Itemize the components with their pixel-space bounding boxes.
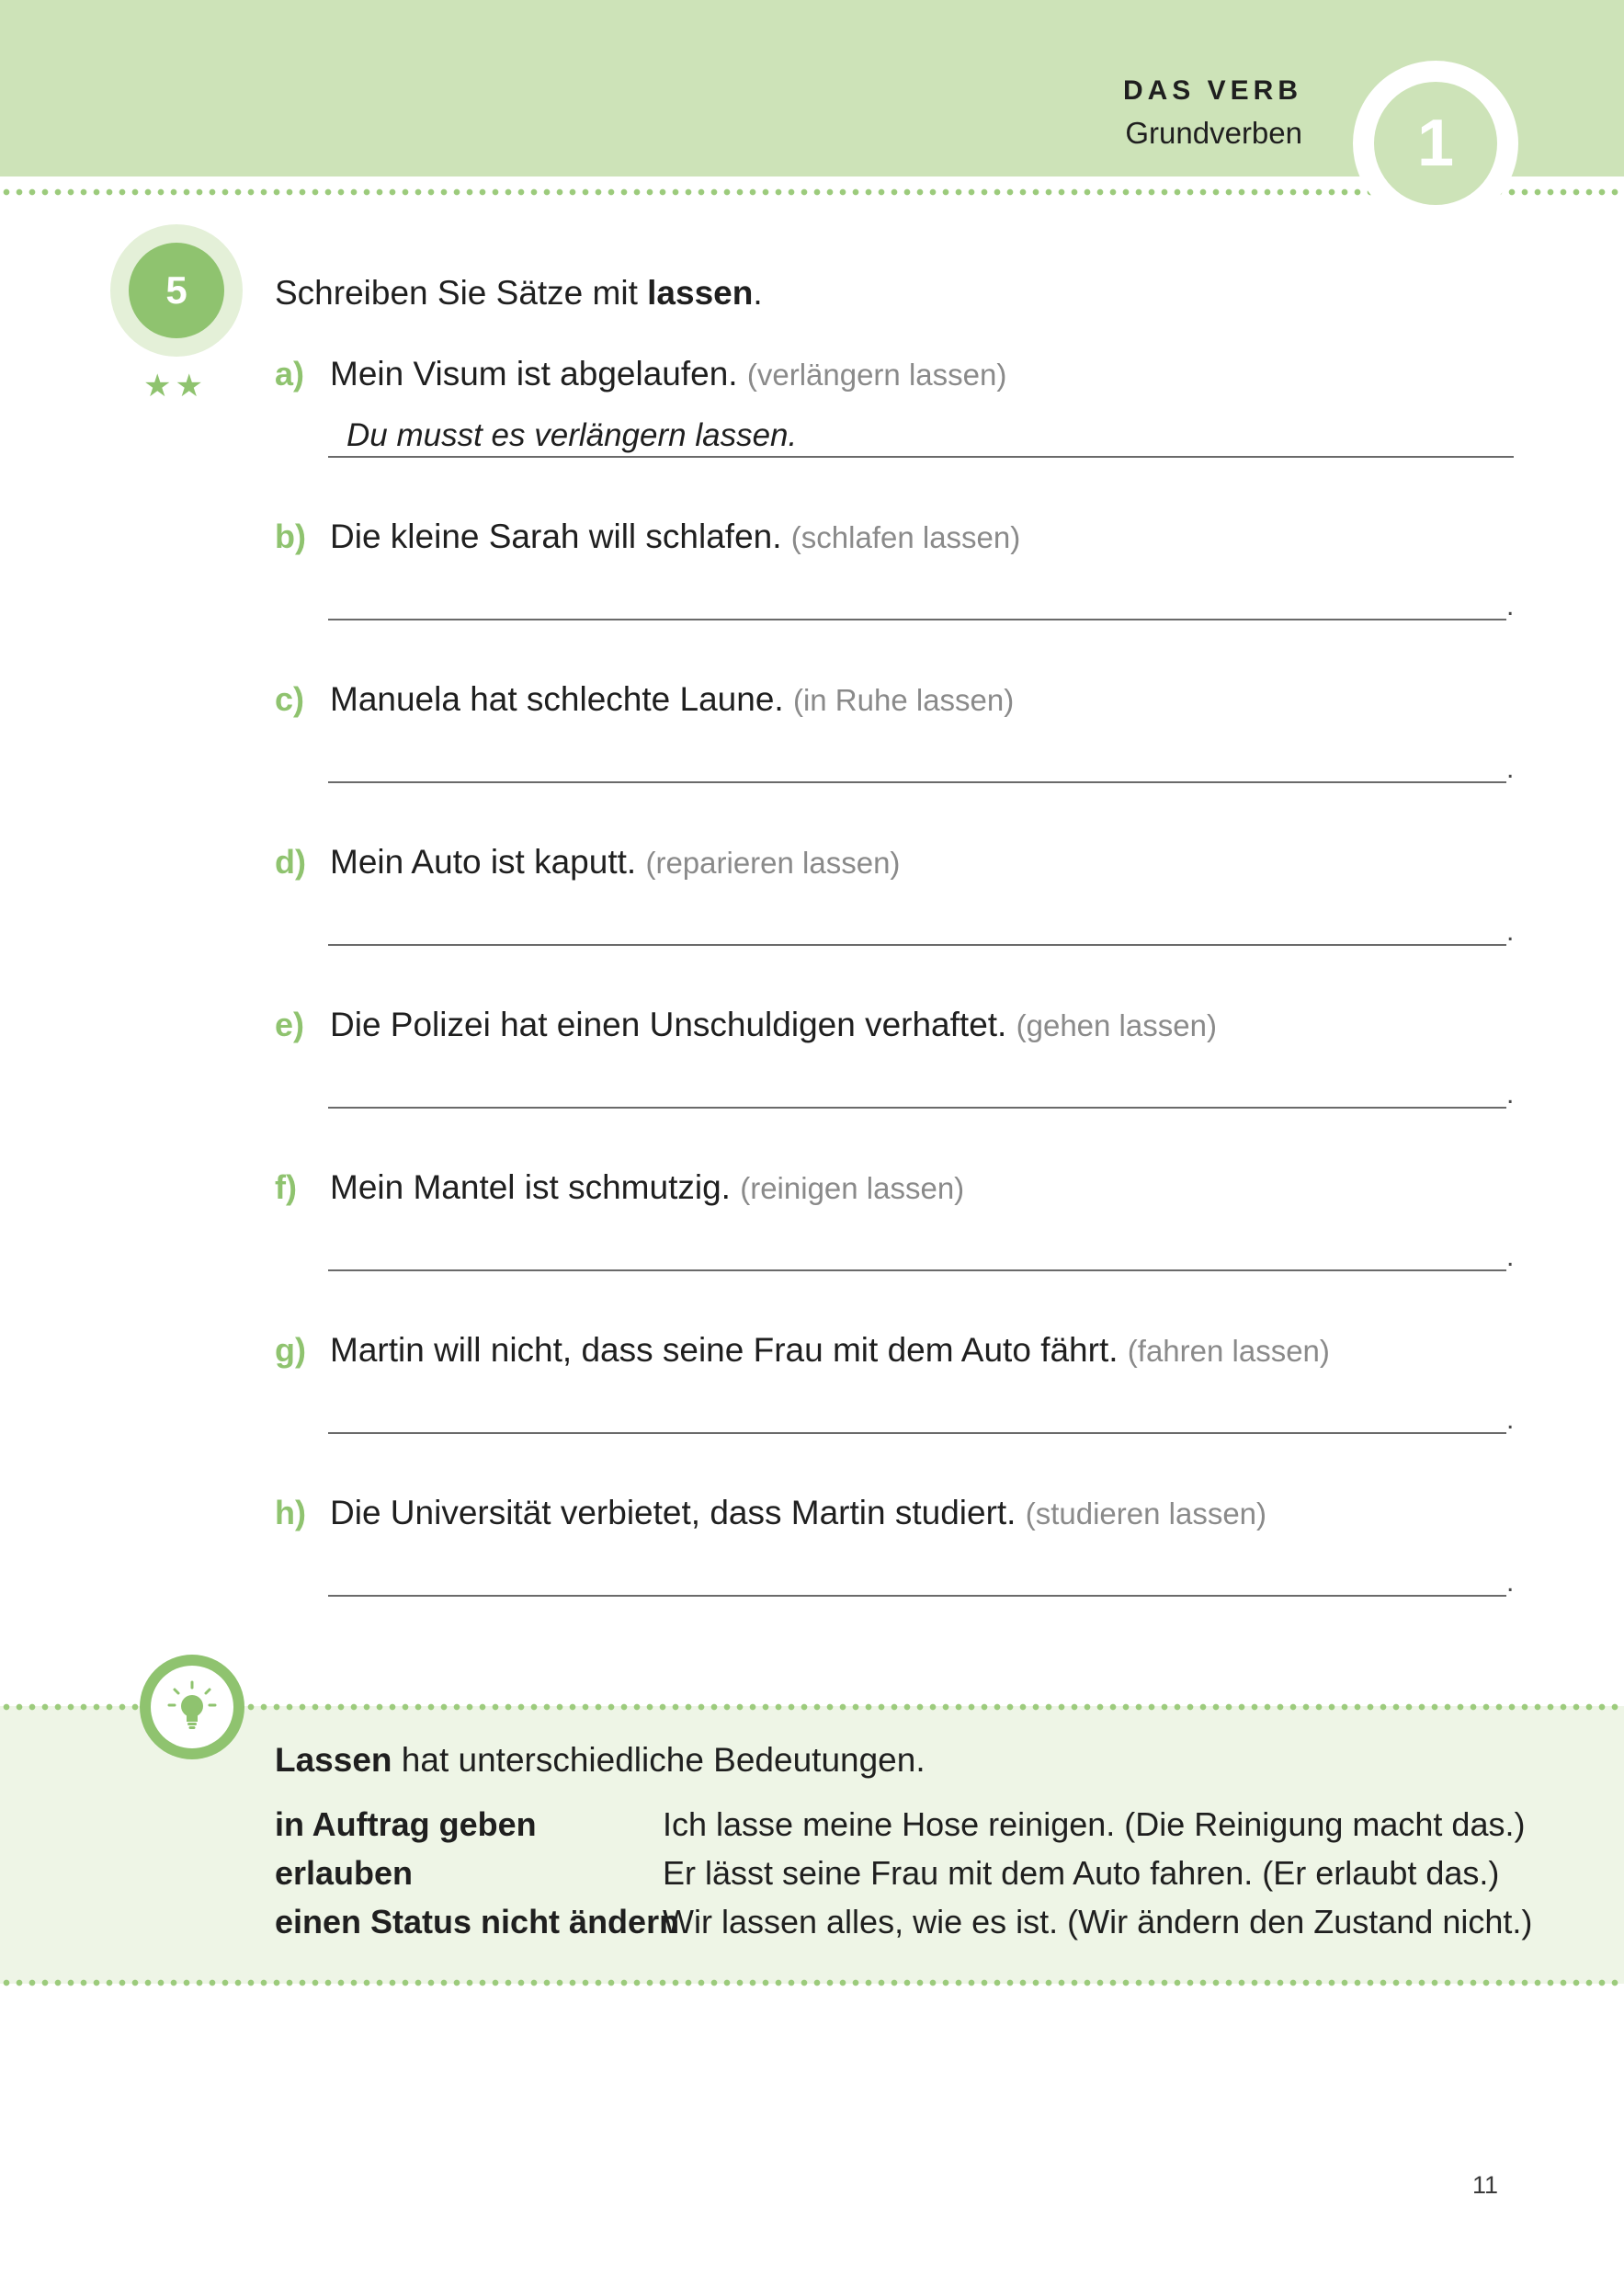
item-hint: (reinigen lassen) [740,1171,965,1205]
item-hint: (verlängern lassen) [746,358,1007,392]
tip-row [275,1903,1562,1949]
tip-example: Er lässt seine Frau mit dem Auto fahren. (Er erlaubt das.) [663,1854,1500,1892]
lightbulb-icon [151,1666,233,1748]
exercise-number-badge [129,243,224,338]
answer-line[interactable] [328,1107,1506,1109]
example-answer: Du musst es verlängern lassen. [346,417,798,453]
item-hint: (studieren lassen) [1025,1496,1267,1531]
tip-bottom-dotted-divider [0,1979,1624,1986]
item-sentence [330,843,900,882]
item-text: Die Universität verbietet, dass Martin studiert. [330,1494,1016,1531]
tip-intro [275,1741,926,1780]
answer-line[interactable] [328,944,1506,946]
instruction-prefix: Schreiben Sie Sätze mit [275,274,648,312]
item-letter: f) [275,1168,297,1206]
chapter-subtitle: Grundverben [1125,116,1302,150]
item-sentence [330,1494,1266,1532]
answer-line[interactable] [328,1595,1506,1597]
tip-row [275,1854,1562,1900]
tip-example: Wir lassen alles, wie es ist. (Wir ändern den Zustand nicht.) [663,1903,1533,1940]
item-sentence [330,518,1020,556]
item-letter: d) [275,843,306,881]
item-text: Mein Mantel ist schmutzig. [330,1168,731,1206]
exercise-number: 5 [165,268,187,312]
item-sentence [330,1168,964,1207]
chapter-number: 1 [1416,107,1455,180]
exercise-instruction [275,274,763,313]
line-end-dot: . [1506,916,1515,947]
line-end-dot: . [1506,1242,1515,1272]
answer-line [328,456,1514,458]
item-text: Die Polizei hat einen Unschuldigen verhaftet. [330,1006,1007,1043]
answer-line[interactable] [328,1432,1506,1434]
item-hint: (fahren lassen) [1127,1334,1330,1368]
tip-example: Ich lasse meine Hose reinigen. (Die Reinigung macht das.) [663,1805,1526,1843]
item-hint: (in Ruhe lassen) [792,683,1015,717]
line-end-dot: . [1506,1405,1515,1435]
line-end-dot: . [1506,1079,1515,1110]
item-hint: (reparieren lassen) [645,846,901,880]
difficulty-stars-icon: ★★ [143,369,207,404]
tip-intro-rest: hat unterschiedliche Bedeutungen. [392,1741,926,1779]
tip-term: in Auftrag geben [275,1805,537,1843]
item-letter: c) [275,680,305,718]
answer-line[interactable] [328,781,1506,783]
item-sentence [330,1006,1217,1044]
tip-term: erlauben [275,1854,414,1892]
page-number: 11 [1472,2171,1499,2199]
chapter-title: DAS VERB [1122,75,1302,106]
item-text: Mein Auto ist kaputt. [330,843,637,881]
item-text: Martin will nicht, dass seine Frau mit dem Auto fährt. [330,1331,1119,1369]
item-letter: h) [275,1494,306,1531]
answer-line[interactable] [328,1269,1506,1271]
item-text: Mein Visum ist abgelaufen. [330,355,738,393]
item-hint: (gehen lassen) [1016,1008,1217,1042]
tip-keyword: Lassen [275,1741,392,1779]
item-letter: e) [275,1006,305,1043]
item-sentence [330,1331,1330,1370]
chapter-number-badge [1374,82,1497,205]
item-text: Manuela hat schlechte Laune. [330,680,784,718]
line-end-dot: . [1506,754,1515,784]
answer-line[interactable] [328,619,1506,620]
item-letter: b) [275,518,306,555]
item-letter: g) [275,1331,306,1369]
tip-row [275,1805,1562,1851]
line-end-dot: . [1506,591,1515,621]
instruction-keyword: lassen [647,274,754,312]
item-hint: (schlafen lassen) [790,520,1021,554]
item-sentence [330,680,1014,719]
tip-term: einen Status nicht ändern [275,1903,680,1940]
item-sentence [330,355,1006,393]
instruction-suffix: . [753,274,763,312]
line-end-dot: . [1506,1567,1515,1598]
item-text: Die kleine Sarah will schlafen. [330,518,782,555]
item-letter: a) [275,355,305,393]
